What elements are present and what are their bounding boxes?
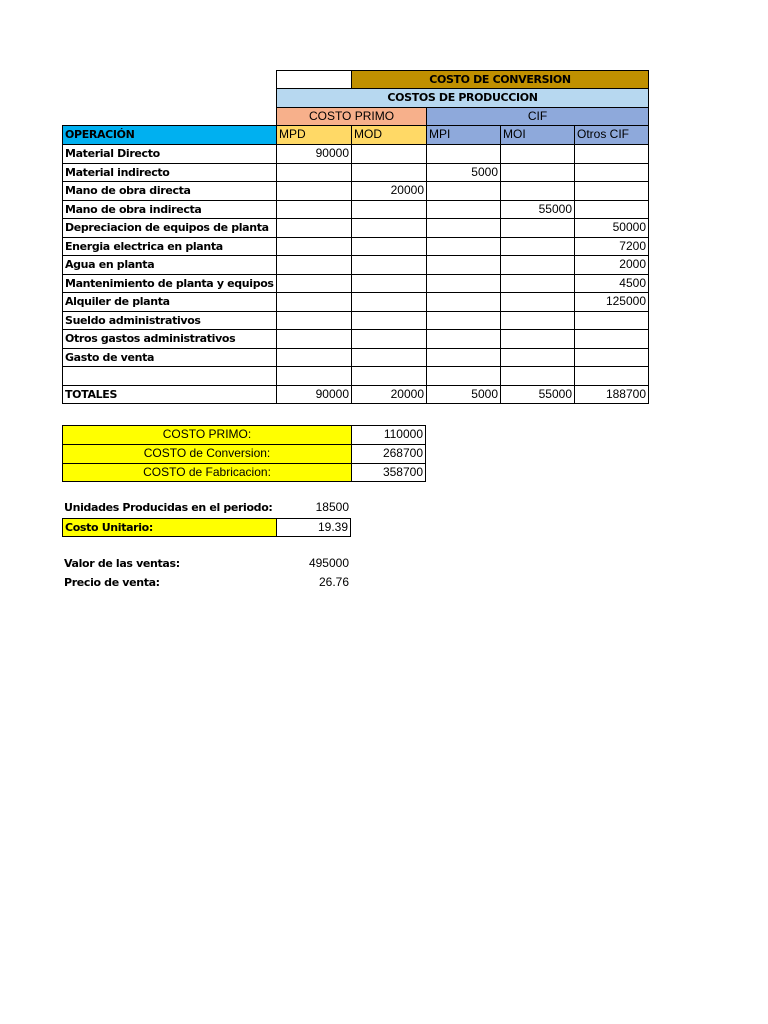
mod-cell[interactable] [351,274,426,293]
otros-cif-cell[interactable] [574,366,649,386]
moi-column-header[interactable]: MOI [500,125,574,144]
mpi-cell[interactable] [426,366,500,386]
mod-cell[interactable] [351,218,426,238]
summary-costo-primo-value[interactable]: 110000 [351,425,426,444]
costo-conversion-header[interactable]: COSTO DE CONVERSION [351,70,649,89]
summary-costo-fabricacion-label[interactable]: COSTO de Fabricacion: [62,463,351,482]
precio-venta-label[interactable]: Precio de venta: [64,576,160,589]
mpi-cell[interactable]: 5000 [426,163,500,182]
summary-costo-fabricacion-value[interactable]: 358700 [351,463,426,482]
row-label[interactable]: Material indirecto [62,163,276,182]
otros-cif-cell[interactable] [574,163,649,182]
mpd-cell[interactable] [276,218,351,238]
total-otros-cif-cell[interactable]: 188700 [574,385,649,404]
mpi-cell[interactable] [426,274,500,293]
otros-cif-cell[interactable] [574,311,649,330]
otros-cif-cell[interactable] [574,348,649,367]
otros-cif-cell[interactable]: 50000 [574,218,649,238]
precio-venta-value[interactable]: 26.76 [318,575,349,589]
mpi-cell[interactable] [426,311,500,330]
mpd-cell[interactable] [276,329,351,349]
moi-cell[interactable] [500,218,574,238]
total-mpi-cell[interactable]: 5000 [426,385,500,404]
moi-cell[interactable] [500,274,574,293]
mod-cell[interactable]: 20000 [351,181,426,201]
costo-primo-header[interactable]: COSTO PRIMO [276,107,426,126]
row-label[interactable] [62,366,276,386]
row-label[interactable]: Mantenimiento de planta y equipos [62,274,276,293]
mpi-cell[interactable] [426,181,500,201]
mpi-cell[interactable] [426,200,500,219]
otros-cif-column-header[interactable]: Otros CIF [574,125,649,144]
row-label[interactable]: Gasto de venta [62,348,276,367]
mod-cell[interactable] [351,348,426,367]
mod-cell[interactable] [351,329,426,349]
mod-cell[interactable] [351,366,426,386]
mpd-cell[interactable] [276,311,351,330]
cif-header[interactable]: CIF [426,107,649,126]
moi-cell[interactable] [500,237,574,256]
mod-cell[interactable] [351,237,426,256]
mpi-cell[interactable] [426,292,500,312]
mod-cell[interactable] [351,255,426,275]
mpd-cell[interactable] [276,200,351,219]
moi-cell[interactable] [500,181,574,201]
row-label[interactable]: Mano de obra indirecta [62,200,276,219]
mod-column-header[interactable]: MOD [351,125,426,144]
mod-cell[interactable] [351,292,426,312]
valor-ventas-label[interactable]: Valor de las ventas: [64,557,180,570]
row-label[interactable]: Agua en planta [62,255,276,275]
mpd-cell[interactable] [276,163,351,182]
operacion-column-header[interactable]: OPERACIÓN [62,125,276,144]
unidades-label[interactable]: Unidades Producidas en el periodo: [64,501,273,514]
mpi-cell[interactable] [426,218,500,238]
moi-cell[interactable] [500,366,574,386]
otros-cif-cell[interactable]: 4500 [574,274,649,293]
moi-cell[interactable]: 55000 [500,200,574,219]
mpd-cell[interactable] [276,181,351,201]
moi-cell[interactable] [500,311,574,330]
otros-cif-cell[interactable] [574,200,649,219]
row-label[interactable]: Energia electrica en planta [62,237,276,256]
mpd-column-header[interactable]: MPD [276,125,351,144]
moi-cell[interactable] [500,329,574,349]
mpd-cell[interactable] [276,348,351,367]
row-label[interactable]: Sueldo administrativos [62,311,276,330]
totales-label[interactable]: TOTALES [62,385,276,404]
summary-costo-conversion-label[interactable]: COSTO de Conversion: [62,444,351,463]
moi-cell[interactable] [500,348,574,367]
mpd-cell[interactable] [276,237,351,256]
mpi-column-header[interactable]: MPI [426,125,500,144]
otros-cif-cell[interactable] [574,329,649,349]
mpd-cell[interactable]: 90000 [276,144,351,164]
summary-costo-primo-label[interactable]: COSTO PRIMO: [62,425,351,444]
otros-cif-cell[interactable]: 2000 [574,255,649,275]
moi-cell[interactable] [500,255,574,275]
total-mod-cell[interactable]: 20000 [351,385,426,404]
costo-unitario-label[interactable]: Costo Unitario: [62,518,276,537]
costo-unitario-value[interactable]: 19.39 [276,518,351,537]
mpi-cell[interactable] [426,329,500,349]
otros-cif-cell[interactable]: 7200 [574,237,649,256]
otros-cif-cell[interactable]: 125000 [574,292,649,312]
mpi-cell[interactable] [426,237,500,256]
mpi-cell[interactable] [426,144,500,164]
row-label[interactable]: Material Directo [62,144,276,164]
otros-cif-cell[interactable] [574,144,649,164]
mod-cell[interactable] [351,163,426,182]
mod-cell[interactable] [351,200,426,219]
mod-cell[interactable] [351,144,426,164]
row-label[interactable]: Alquiler de planta [62,292,276,312]
total-moi-cell[interactable]: 55000 [500,385,574,404]
mpd-cell[interactable] [276,292,351,312]
costos-produccion-header[interactable]: COSTOS DE PRODUCCION [276,88,649,107]
moi-cell[interactable] [500,144,574,164]
total-mpd-cell[interactable]: 90000 [276,385,351,404]
mod-cell[interactable] [351,311,426,330]
mpd-cell[interactable] [276,255,351,275]
summary-costo-conversion-value[interactable]: 268700 [351,444,426,463]
moi-cell[interactable] [500,292,574,312]
mpd-cell[interactable] [276,274,351,293]
blank-header-cell[interactable] [276,70,351,89]
unidades-value[interactable]: 18500 [315,500,349,514]
row-label[interactable]: Mano de obra directa [62,181,276,201]
row-label[interactable]: Depreciacion de equipos de planta [62,218,276,238]
row-label[interactable]: Otros gastos administrativos [62,329,276,349]
moi-cell[interactable] [500,163,574,182]
otros-cif-cell[interactable] [574,181,649,201]
mpd-cell[interactable] [276,366,351,386]
mpi-cell[interactable] [426,348,500,367]
mpi-cell[interactable] [426,255,500,275]
valor-ventas-value[interactable]: 495000 [308,556,349,570]
